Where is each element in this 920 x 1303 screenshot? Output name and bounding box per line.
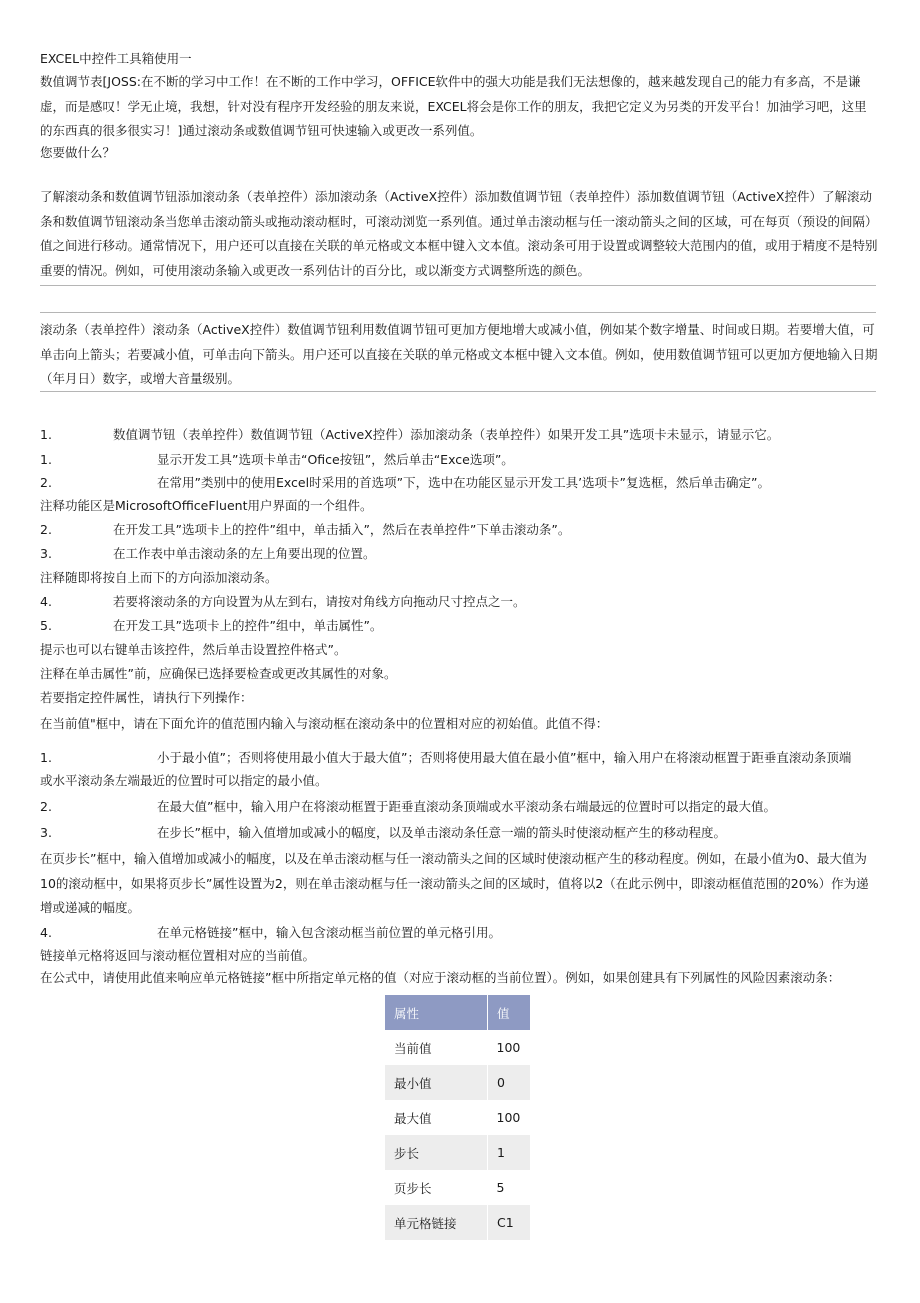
table-row xyxy=(385,1205,530,1240)
table-cell: 5 xyxy=(488,1170,531,1205)
table-cell: 100 xyxy=(488,1100,531,1135)
note-line: 注释功能区是MicrosoftOfficeFluent用户界面的一个组件。 xyxy=(40,498,373,513)
document-title: EXCEL中控件工具箱使用一 xyxy=(40,51,192,66)
item-text: 小于最小值”；否则将使用最小值大于最大值”；否则将使用最大值在最小值”框中，输入用户在将滚动框置于距垂直滚动条顶端 xyxy=(157,750,852,765)
step-text: 若要将滚动条的方向设置为从左到右，请按对角线方向拖动尺寸控点之一。 xyxy=(113,594,526,609)
table-header-row xyxy=(385,995,530,1030)
table-cell: C1 xyxy=(488,1205,531,1240)
properties-intro: 若要指定控件属性，请执行下列操作： xyxy=(40,690,253,705)
table-row xyxy=(385,1100,530,1135)
page-step-paragraph: 在页步长”框中，输入值增加或减小的幅度，以及在单击滚动框与任一滚动箭头之间的区域时使滚动框产生的移动程度。例如，在最小值为0、最大值为10的滚动框中，如果将页步长”属性设置为2，则在单击滚动框与任一滚动箭头之间的区域时，值将以2（在此示例中，即滚动框值范围的20%）作为递增或递减的幅度。 xyxy=(40,851,869,915)
table-header-cell: 属性 xyxy=(385,995,488,1030)
step-number: 4. xyxy=(40,594,52,609)
item-text: 在最大值”框中，输入用户在将滚动框置于距垂直滚动条顶端或水平滚动条右端最远的位置时可以指定的最大值。 xyxy=(157,799,776,814)
link-note: 链接单元格将返回与滚动框位置相对应的当前值。 xyxy=(40,948,316,963)
step-text: 数值调节钮（表单控件）数值调节钮（ActiveX控件）添加滚动条（表单控件）如果开发工具”选项卡未显示，请显示它。 xyxy=(113,427,780,442)
item-number: 3. xyxy=(40,825,52,840)
step-number: 1. xyxy=(40,427,52,442)
tip-line: 提示也可以右键单击该控件，然后单击设置控件格式”。 xyxy=(40,642,347,657)
item-text: 在单元格链接”框中，输入包含滚动框当前位置的单元格引用。 xyxy=(157,925,501,940)
item-text-continued: 或水平滚动条左端最近的位置时可以指定的最小值。 xyxy=(40,773,328,788)
table-cell: 当前值 xyxy=(385,1030,488,1065)
item-number: 4. xyxy=(40,925,52,940)
step-text: 在工作表中单击滚动条的左上角要出现的位置。 xyxy=(113,546,376,561)
note-line: 注释随即将按自上而下的方向添加滚动条。 xyxy=(40,570,278,585)
table-cell: 最大值 xyxy=(385,1100,488,1135)
formula-line: 在公式中，请使用此值来响应单元格链接”框中所指定单元格的值（对应于滚动框的当前位置）。例如，如果创建具有下列属性的风险因素滚动条： xyxy=(40,970,841,985)
table-cell: 步长 xyxy=(385,1135,488,1170)
step-text: 在常用”类别中的使用Excel时采用的首选项”下，选中在功能区显示开发工具’选项卡”复选框，然后单击确定”。 xyxy=(157,475,770,490)
table-row xyxy=(385,1135,530,1170)
table-cell: 0 xyxy=(488,1065,531,1100)
table-row xyxy=(385,1170,530,1205)
item-text: 在步长”框中，输入值增加或减小的幅度，以及单击滚动条任意一端的箭头时使滚动框产生的移动程度。 xyxy=(157,825,726,840)
table-header-cell: 值 xyxy=(488,995,531,1030)
table-cell: 1 xyxy=(488,1135,531,1170)
step-text: 显示开发工具”选项卡单击“Ofice按钮”，然后单击“Exce选项”。 xyxy=(157,452,514,467)
step-text: 在开发工具”选项卡上的控件”组中，单击插入”，然后在表单控件”下单击滚动条”。 xyxy=(113,522,571,537)
step-number: 5. xyxy=(40,618,52,633)
current-value-line: 在当前值"框中，请在下面允许的值范围内输入与滚动框在滚动条中的位置相对应的初始值。此值不得： xyxy=(40,716,609,731)
question-line: 您要做什么？ xyxy=(40,145,116,160)
step-number: 2. xyxy=(40,522,52,537)
step-number: 2. xyxy=(40,475,52,490)
divider xyxy=(40,312,876,313)
spinner-paragraph: 滚动条（表单控件）滚动条（ActiveX控件）数值调节钮利用数值调节钮可更加方便地增大或减小值，例如某个数字增量、时间或日期。若要增大值，可单击向上箭头；若要减小值，可单击向下箭头。用户还可以直接在关联的单元格或文本框中键入文本值。例如，使用数值调节钮可以更加方便地输入日期（年月日）数字，或增大音量级别。 xyxy=(40,322,878,386)
table-row xyxy=(385,1030,530,1065)
item-number: 2. xyxy=(40,799,52,814)
divider xyxy=(40,391,876,392)
step-number: 3. xyxy=(40,546,52,561)
step-number: 1. xyxy=(40,452,52,467)
properties-table xyxy=(385,995,530,1240)
note-line: 注释在单击属性”前，应确保已选择要检查或更改其属性的对象。 xyxy=(40,666,397,681)
item-number: 1. xyxy=(40,750,52,765)
table-cell: 最小值 xyxy=(385,1065,488,1100)
table-cell: 单元格链接 xyxy=(385,1205,488,1240)
table-cell: 页步长 xyxy=(385,1170,488,1205)
step-text: 在开发工具”选项卡上的控件”组中，单击属性”。 xyxy=(113,618,383,633)
overview-paragraph: 了解滚动条和数值调节钮添加滚动条（表单控件）添加滚动条（ActiveX控件）添加数值调节钮（表单控件）添加数值调节钮（ActiveX控件）了解滚动条和数值调节钮滚动条当您单击滚动箭头或拖动滚动框时，可滚动浏览一系列值。通过单击滚动框与任一滚动箭头之间的区域，可在每页（预设的间隔）值之间进行移动。通常情况下，用户还可以直接在关联的单元格或文本框中键入文本值。滚动条可用于设置或调整较大范围内的值，或用于精度不是特别重要的情况。例如，可使用滚动条输入或更改一系列估计的百分比，或以渐变方式调整所选的颜色。 xyxy=(40,189,878,278)
table-cell: 100 xyxy=(488,1030,531,1065)
divider xyxy=(40,285,876,286)
intro-paragraph: 数值调节表[JOSS:在不断的学习中工作！在不断的工作中学习，OFFICE软件中的强大功能是我们无法想像的，越来越发现自己的能力有多高，不是谦虚，而是感叹！学无止境，我想，针对没有程序开发经验的朋友来说，EXCEL将会是你工作的朋友，我把它定义为另类的开发平台！加油学习吧，这里的东西真的很多很实习！]通过滚动条或数值调节钮可快速输入或更改一系列值。 xyxy=(40,74,867,138)
table-row xyxy=(385,1065,530,1100)
